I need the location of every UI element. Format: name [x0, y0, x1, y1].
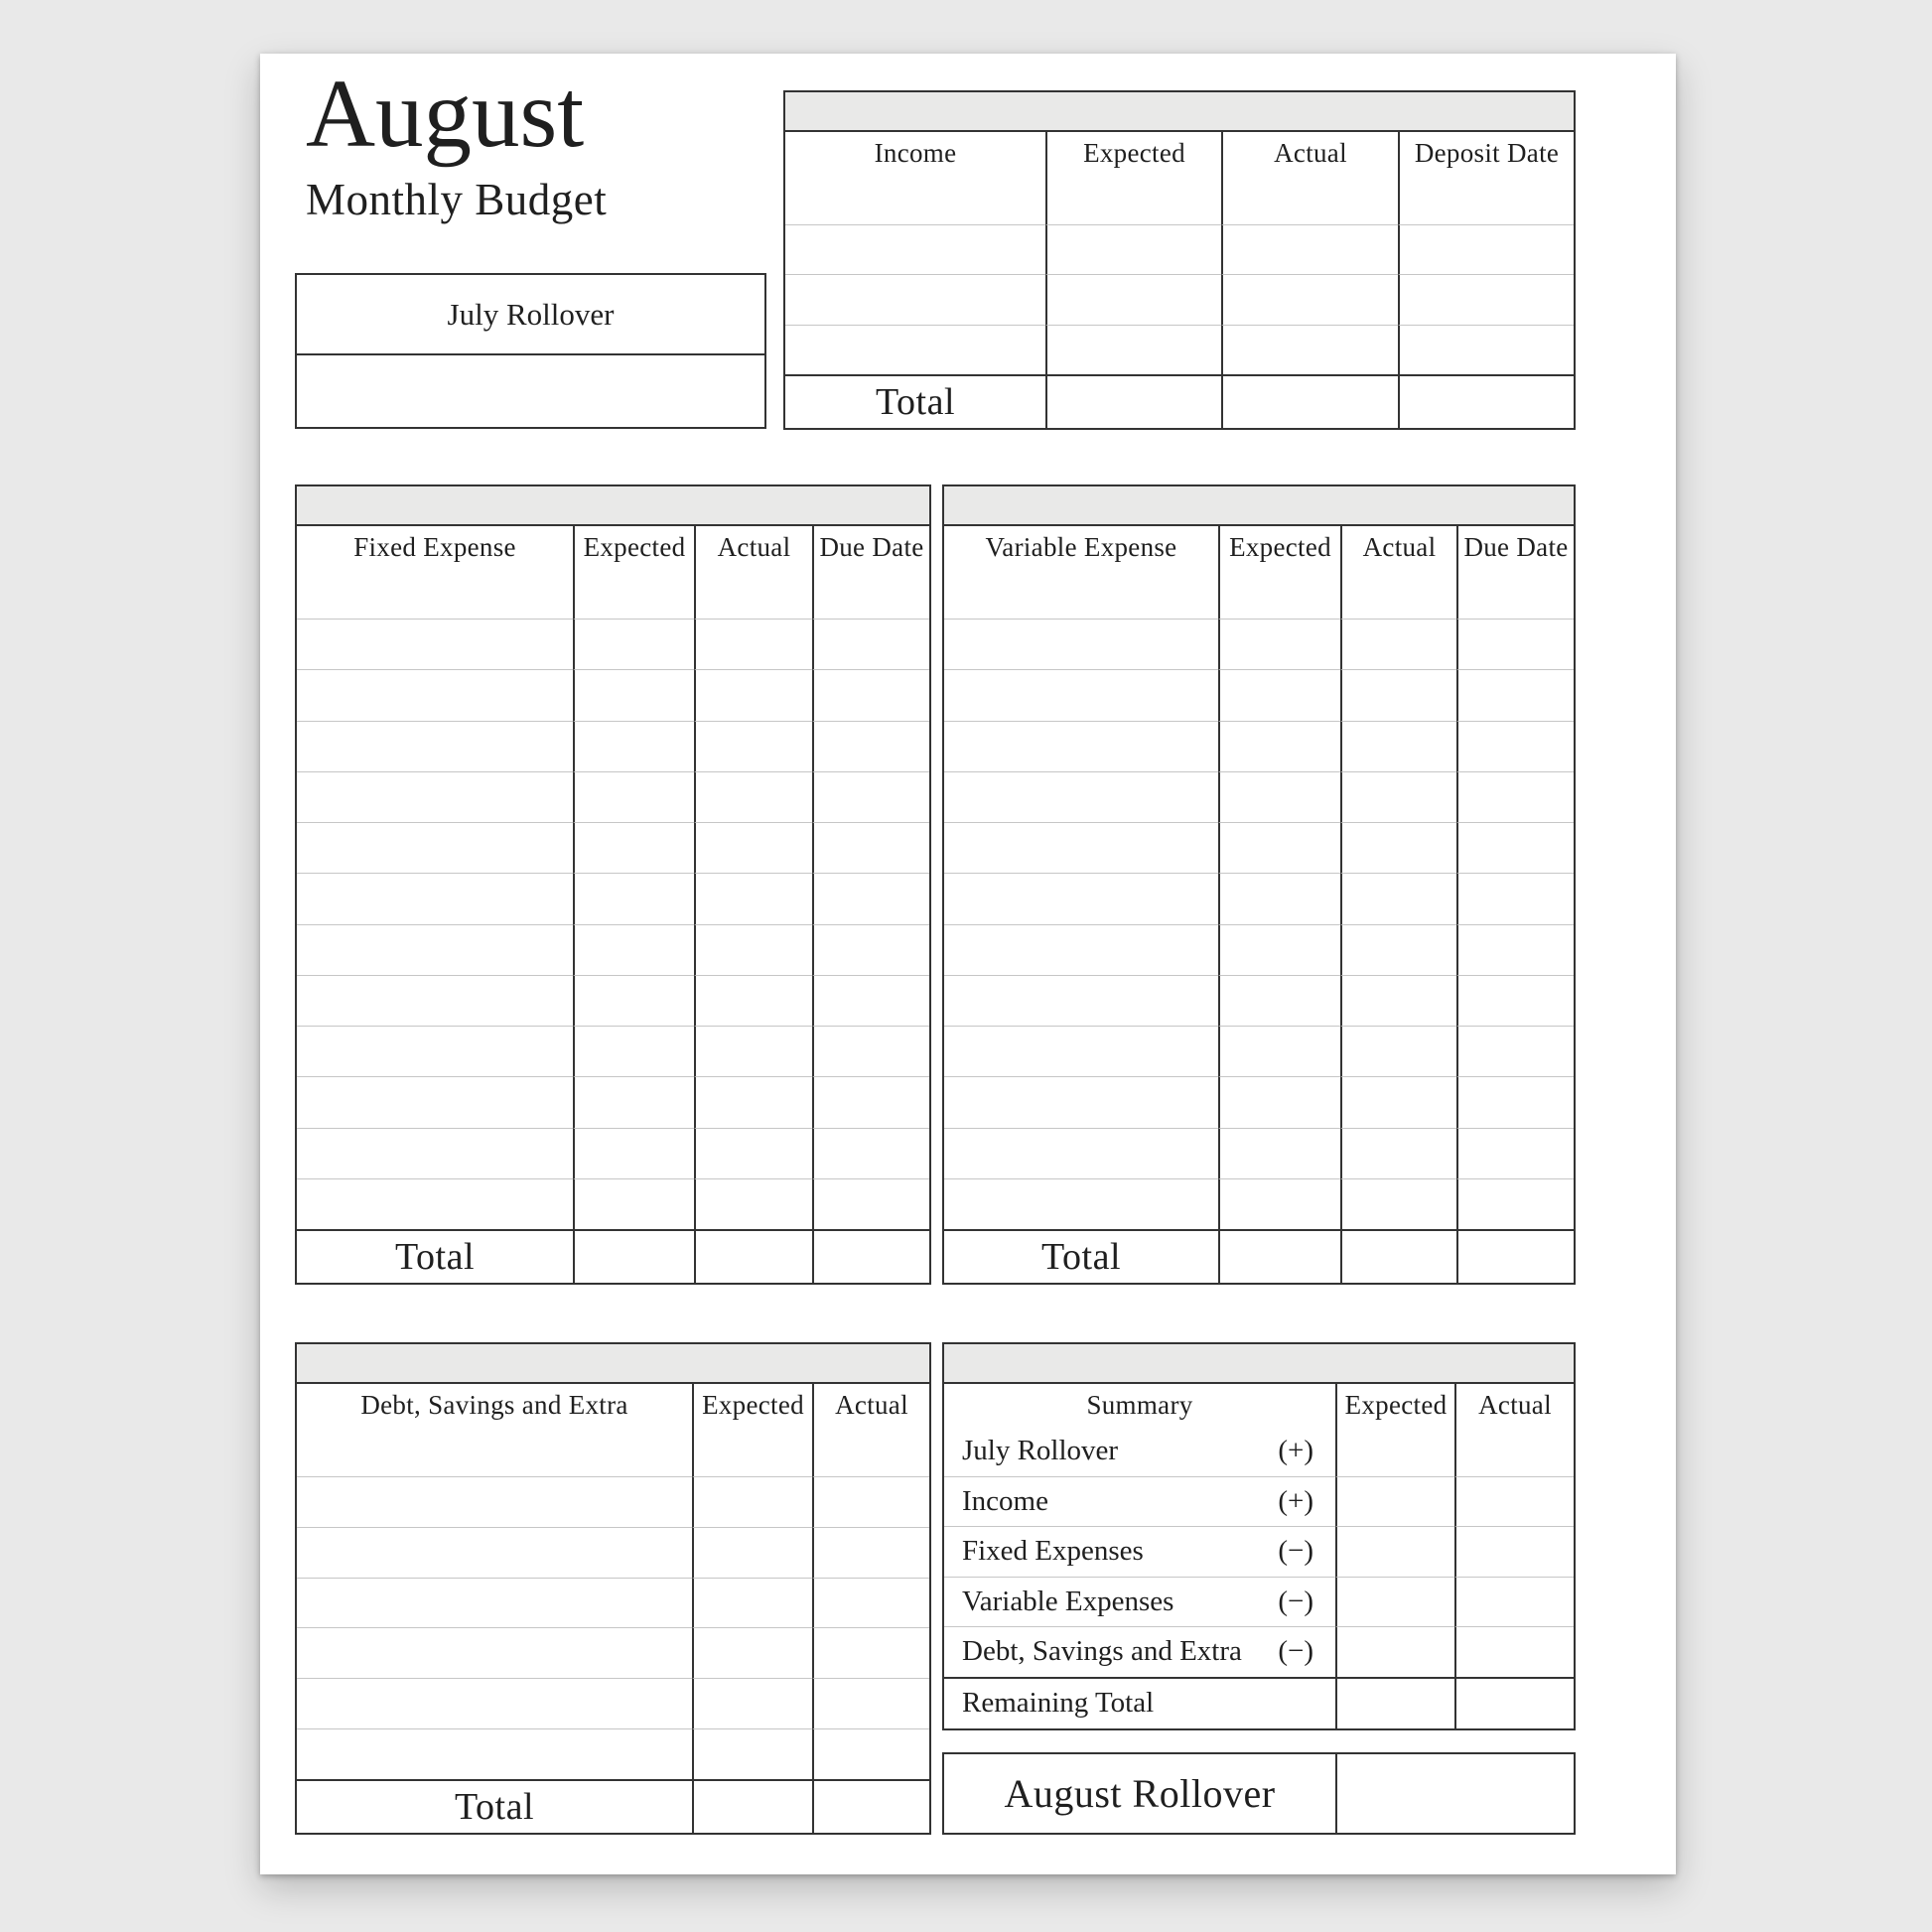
- empty-cell: [812, 568, 929, 619]
- empty-cell: [1456, 1076, 1574, 1127]
- empty-cell: [812, 771, 929, 822]
- empty-cell: [1218, 1128, 1340, 1178]
- empty-cell: [297, 1128, 573, 1178]
- empty-cell: [1045, 376, 1221, 428]
- empty-cell: [1456, 619, 1574, 669]
- empty-cell: [1454, 1526, 1574, 1577]
- empty-cell: [297, 1728, 692, 1779]
- income-empty-rows: [785, 174, 1574, 374]
- empty-cell: [944, 822, 1218, 873]
- empty-cell: [1335, 1476, 1454, 1527]
- empty-cell: [297, 975, 573, 1026]
- empty-row: [297, 924, 929, 975]
- empty-cell: [812, 1128, 929, 1178]
- empty-cell: [1340, 873, 1456, 923]
- empty-row: [297, 568, 929, 619]
- empty-cell: [1456, 1231, 1574, 1283]
- empty-cell: [812, 1476, 929, 1527]
- empty-cell: [1045, 224, 1221, 275]
- empty-cell: [1454, 1426, 1574, 1476]
- empty-cell: [1221, 224, 1398, 275]
- empty-cell: [297, 873, 573, 923]
- empty-cell: [573, 669, 694, 720]
- empty-cell: [573, 1076, 694, 1127]
- empty-cell: [812, 669, 929, 720]
- empty-cell: [1398, 325, 1574, 375]
- empty-cell: [1221, 325, 1398, 375]
- empty-row: [944, 1076, 1574, 1127]
- summary-row-label-cell: [944, 1526, 1335, 1577]
- empty-row: [297, 1076, 929, 1127]
- empty-cell: [692, 1578, 812, 1628]
- variable-expense-total-row: [944, 1229, 1574, 1283]
- empty-cell: [297, 924, 573, 975]
- empty-cell: [944, 771, 1218, 822]
- empty-cell: [297, 1026, 573, 1076]
- empty-cell: [944, 975, 1218, 1026]
- summary-row-label-cell: [944, 1476, 1335, 1527]
- empty-cell: [1456, 669, 1574, 720]
- empty-cell: [573, 1231, 694, 1283]
- variable-expense-table-band: [944, 486, 1574, 526]
- variable-expense-empty-rows: [944, 568, 1574, 1229]
- empty-row: [944, 619, 1574, 669]
- actual-column-header: Actual: [812, 1384, 929, 1426]
- income-total-row: [785, 374, 1574, 428]
- empty-cell: [297, 822, 573, 873]
- empty-cell: [812, 1627, 929, 1678]
- empty-row: [297, 1128, 929, 1178]
- empty-cell: [812, 873, 929, 923]
- summary-row-label-cell: [944, 1426, 1335, 1476]
- summary-row-july-rollover: [944, 1426, 1574, 1476]
- summary-column-header: Summary: [1086, 1389, 1193, 1420]
- empty-cell: [692, 1728, 812, 1779]
- empty-cell: [692, 1627, 812, 1678]
- due-date-column-header: Due Date: [1456, 526, 1574, 568]
- empty-cell: [812, 1678, 929, 1728]
- empty-cell: [297, 568, 573, 619]
- summary-row-label: Remaining Total: [962, 1687, 1155, 1720]
- august-rollover-value-cell: [1335, 1754, 1574, 1833]
- empty-cell: [694, 1026, 812, 1076]
- variable-expense-column-header: Variable Expense: [985, 531, 1177, 562]
- empty-cell: [1456, 721, 1574, 771]
- summary-row-fixed-expenses: [944, 1526, 1574, 1577]
- variable-expense-header-row: [944, 526, 1574, 568]
- empty-cell: [1456, 873, 1574, 923]
- empty-cell: [1218, 771, 1340, 822]
- empty-cell: [692, 1781, 812, 1833]
- summary-row-label: Variable Expenses: [962, 1585, 1174, 1617]
- empty-cell: [1218, 1026, 1340, 1076]
- empty-cell: [573, 1026, 694, 1076]
- summary-header-row: [944, 1384, 1574, 1426]
- debt-savings-empty-rows: [297, 1426, 929, 1779]
- empty-cell: [1218, 822, 1340, 873]
- empty-cell: [694, 1178, 812, 1229]
- summary-row-debt-savings: [944, 1626, 1574, 1677]
- empty-cell: [573, 1128, 694, 1178]
- summary-row-label-cell: [944, 1626, 1335, 1677]
- summary-row-label: Income: [962, 1484, 1048, 1517]
- fixed-expense-header-row: [297, 526, 929, 568]
- summary-row-label: Debt, Savings and Extra: [962, 1635, 1242, 1668]
- empty-cell: [1218, 721, 1340, 771]
- fixed-expense-total-label: Total: [394, 1236, 476, 1278]
- empty-cell: [1456, 822, 1574, 873]
- empty-cell: [694, 873, 812, 923]
- empty-cell: [1456, 1026, 1574, 1076]
- empty-cell: [1454, 1626, 1574, 1677]
- august-rollover-box: [942, 1752, 1576, 1835]
- empty-cell: [1218, 669, 1340, 720]
- august-rollover-label: August Rollover: [1004, 1771, 1276, 1816]
- variable-expense-table: [942, 484, 1576, 1285]
- empty-cell: [694, 924, 812, 975]
- expected-column-header: Expected: [1218, 526, 1340, 568]
- july-rollover-label: July Rollover: [297, 275, 764, 355]
- empty-cell: [694, 1076, 812, 1127]
- empty-cell: [1335, 1626, 1454, 1677]
- empty-cell: [944, 924, 1218, 975]
- summary-table-band: [944, 1344, 1574, 1384]
- empty-cell: [1221, 274, 1398, 325]
- empty-cell: [1218, 975, 1340, 1026]
- empty-cell: [1456, 924, 1574, 975]
- summary-row-label: Fixed Expenses: [962, 1535, 1144, 1568]
- empty-cell: [297, 1178, 573, 1229]
- empty-cell: [297, 1578, 692, 1628]
- empty-cell: [573, 721, 694, 771]
- empty-row: [297, 1728, 929, 1779]
- budget-template-page: [260, 54, 1676, 1874]
- empty-cell: [1340, 619, 1456, 669]
- debt-savings-header-row: [297, 1384, 929, 1426]
- income-column-header: Income: [874, 137, 957, 168]
- empty-row: [297, 1026, 929, 1076]
- empty-cell: [1340, 1026, 1456, 1076]
- empty-cell: [812, 1178, 929, 1229]
- debt-savings-column-header: Debt, Savings and Extra: [360, 1389, 628, 1420]
- empty-row: [297, 873, 929, 923]
- income-table: [783, 90, 1576, 430]
- empty-row: [297, 721, 929, 771]
- expected-column-header: Expected: [1045, 132, 1221, 174]
- empty-cell: [694, 822, 812, 873]
- empty-cell: [944, 619, 1218, 669]
- empty-row: [944, 1026, 1574, 1076]
- empty-cell: [1398, 174, 1574, 224]
- empty-cell: [944, 873, 1218, 923]
- empty-cell: [1335, 1679, 1454, 1729]
- page-subtitle: Monthly Budget: [306, 174, 608, 224]
- empty-row: [297, 1476, 929, 1527]
- empty-cell: [1454, 1476, 1574, 1527]
- empty-cell: [692, 1426, 812, 1476]
- empty-row: [944, 873, 1574, 923]
- actual-column-header: Actual: [694, 526, 812, 568]
- debt-savings-total-row: [297, 1779, 929, 1833]
- minus-sign: (−): [1278, 1535, 1313, 1568]
- fixed-expense-total-row: [297, 1229, 929, 1283]
- plus-sign: (+): [1278, 1434, 1313, 1466]
- empty-cell: [573, 975, 694, 1026]
- empty-cell: [1456, 1128, 1574, 1178]
- empty-cell: [812, 619, 929, 669]
- empty-cell: [1335, 1577, 1454, 1627]
- empty-cell: [694, 721, 812, 771]
- empty-cell: [573, 873, 694, 923]
- empty-row: [785, 224, 1574, 275]
- empty-cell: [692, 1527, 812, 1578]
- empty-row: [944, 721, 1574, 771]
- empty-cell: [297, 1627, 692, 1678]
- empty-cell: [1340, 975, 1456, 1026]
- empty-cell: [1340, 568, 1456, 619]
- empty-row: [297, 975, 929, 1026]
- summary-row-label-cell: [944, 1679, 1335, 1729]
- fixed-expense-table-band: [297, 486, 929, 526]
- expected-column-header: Expected: [692, 1384, 812, 1426]
- fixed-expense-empty-rows: [297, 568, 929, 1229]
- empty-cell: [1045, 325, 1221, 375]
- empty-cell: [1340, 669, 1456, 720]
- empty-cell: [812, 1426, 929, 1476]
- empty-row: [944, 975, 1574, 1026]
- empty-cell: [1045, 174, 1221, 224]
- july-rollover-box: [295, 273, 766, 429]
- empty-row: [944, 924, 1574, 975]
- empty-cell: [694, 1231, 812, 1283]
- empty-cell: [1454, 1679, 1574, 1729]
- title-block: [306, 62, 607, 225]
- empty-cell: [573, 619, 694, 669]
- empty-cell: [944, 1026, 1218, 1076]
- empty-cell: [1340, 771, 1456, 822]
- minus-sign: (−): [1278, 1635, 1313, 1668]
- empty-cell: [785, 224, 1045, 275]
- summary-row-remaining-total: [944, 1677, 1574, 1729]
- empty-cell: [785, 274, 1045, 325]
- empty-cell: [297, 1678, 692, 1728]
- empty-cell: [812, 1578, 929, 1628]
- empty-cell: [1340, 721, 1456, 771]
- empty-row: [944, 1128, 1574, 1178]
- empty-cell: [1454, 1577, 1574, 1627]
- empty-cell: [297, 669, 573, 720]
- empty-cell: [785, 325, 1045, 375]
- august-rollover-row: [944, 1754, 1574, 1833]
- empty-cell: [1340, 924, 1456, 975]
- empty-row: [297, 1527, 929, 1578]
- summary-rows: [944, 1426, 1574, 1728]
- empty-cell: [944, 568, 1218, 619]
- empty-cell: [812, 1781, 929, 1833]
- empty-cell: [1456, 568, 1574, 619]
- empty-cell: [812, 1026, 929, 1076]
- empty-cell: [694, 975, 812, 1026]
- empty-cell: [694, 771, 812, 822]
- fixed-expense-table: [295, 484, 931, 1285]
- empty-cell: [1398, 376, 1574, 428]
- income-header-row: [785, 132, 1574, 174]
- empty-cell: [812, 975, 929, 1026]
- empty-cell: [297, 619, 573, 669]
- empty-cell: [573, 822, 694, 873]
- empty-row: [944, 568, 1574, 619]
- debt-savings-table: [295, 1342, 931, 1835]
- empty-cell: [297, 1076, 573, 1127]
- empty-cell: [1218, 1178, 1340, 1229]
- due-date-column-header: Due Date: [812, 526, 929, 568]
- debt-savings-total-label: Total: [454, 1786, 535, 1828]
- empty-cell: [1340, 1231, 1456, 1283]
- empty-cell: [1340, 822, 1456, 873]
- empty-row: [297, 669, 929, 720]
- expected-column-header: Expected: [1335, 1384, 1454, 1426]
- empty-cell: [297, 721, 573, 771]
- empty-row: [297, 822, 929, 873]
- summary-row-income: [944, 1476, 1574, 1527]
- empty-row: [944, 771, 1574, 822]
- empty-row: [297, 1578, 929, 1628]
- empty-cell: [812, 822, 929, 873]
- empty-cell: [1221, 376, 1398, 428]
- empty-cell: [812, 924, 929, 975]
- empty-cell: [1456, 975, 1574, 1026]
- empty-cell: [1335, 1526, 1454, 1577]
- july-rollover-value-cell: [297, 355, 764, 427]
- empty-cell: [694, 669, 812, 720]
- empty-row: [785, 174, 1574, 224]
- empty-cell: [694, 619, 812, 669]
- empty-cell: [1398, 224, 1574, 275]
- empty-cell: [573, 771, 694, 822]
- empty-row: [297, 1178, 929, 1229]
- actual-column-header: Actual: [1340, 526, 1456, 568]
- summary-table: [942, 1342, 1576, 1730]
- empty-row: [297, 1678, 929, 1728]
- empty-cell: [1045, 274, 1221, 325]
- empty-row: [297, 1627, 929, 1678]
- empty-cell: [1218, 873, 1340, 923]
- minus-sign: (−): [1278, 1585, 1313, 1617]
- empty-row: [944, 822, 1574, 873]
- empty-cell: [694, 568, 812, 619]
- page-title: August: [306, 61, 585, 167]
- empty-cell: [944, 721, 1218, 771]
- empty-cell: [692, 1678, 812, 1728]
- actual-column-header: Actual: [1454, 1384, 1574, 1426]
- empty-cell: [1221, 174, 1398, 224]
- empty-cell: [297, 1527, 692, 1578]
- empty-cell: [1218, 1231, 1340, 1283]
- empty-cell: [812, 721, 929, 771]
- summary-row-label-cell: [944, 1577, 1335, 1627]
- empty-cell: [1340, 1178, 1456, 1229]
- empty-cell: [1456, 1178, 1574, 1229]
- fixed-expense-column-header: Fixed Expense: [353, 531, 516, 562]
- empty-row: [297, 1426, 929, 1476]
- empty-cell: [812, 1231, 929, 1283]
- empty-cell: [1218, 924, 1340, 975]
- empty-cell: [944, 1128, 1218, 1178]
- empty-cell: [785, 174, 1045, 224]
- empty-cell: [944, 1076, 1218, 1127]
- variable-expense-total-label: Total: [1040, 1236, 1122, 1278]
- income-total-label: Total: [875, 381, 956, 423]
- empty-cell: [1340, 1076, 1456, 1127]
- actual-column-header: Actual: [1221, 132, 1398, 174]
- deposit-date-column-header: Deposit Date: [1398, 132, 1574, 174]
- empty-cell: [692, 1476, 812, 1527]
- empty-cell: [573, 568, 694, 619]
- empty-row: [785, 325, 1574, 375]
- empty-cell: [812, 1728, 929, 1779]
- empty-cell: [1398, 274, 1574, 325]
- expected-column-header: Expected: [573, 526, 694, 568]
- empty-cell: [944, 1178, 1218, 1229]
- empty-cell: [1218, 619, 1340, 669]
- empty-cell: [573, 1178, 694, 1229]
- empty-row: [785, 274, 1574, 325]
- income-table-band: [785, 92, 1574, 132]
- debt-savings-table-band: [297, 1344, 929, 1384]
- empty-row: [944, 1178, 1574, 1229]
- empty-cell: [1218, 1076, 1340, 1127]
- empty-cell: [1335, 1426, 1454, 1476]
- empty-cell: [694, 1128, 812, 1178]
- empty-cell: [1218, 568, 1340, 619]
- empty-cell: [812, 1076, 929, 1127]
- empty-cell: [297, 1426, 692, 1476]
- empty-cell: [944, 669, 1218, 720]
- empty-cell: [573, 924, 694, 975]
- empty-cell: [1456, 771, 1574, 822]
- empty-cell: [297, 1476, 692, 1527]
- empty-cell: [1340, 1128, 1456, 1178]
- empty-row: [944, 669, 1574, 720]
- summary-row-variable-expenses: [944, 1577, 1574, 1627]
- empty-row: [297, 771, 929, 822]
- empty-cell: [812, 1527, 929, 1578]
- empty-row: [297, 619, 929, 669]
- summary-row-label: July Rollover: [962, 1434, 1119, 1466]
- empty-cell: [297, 771, 573, 822]
- plus-sign: (+): [1278, 1484, 1313, 1517]
